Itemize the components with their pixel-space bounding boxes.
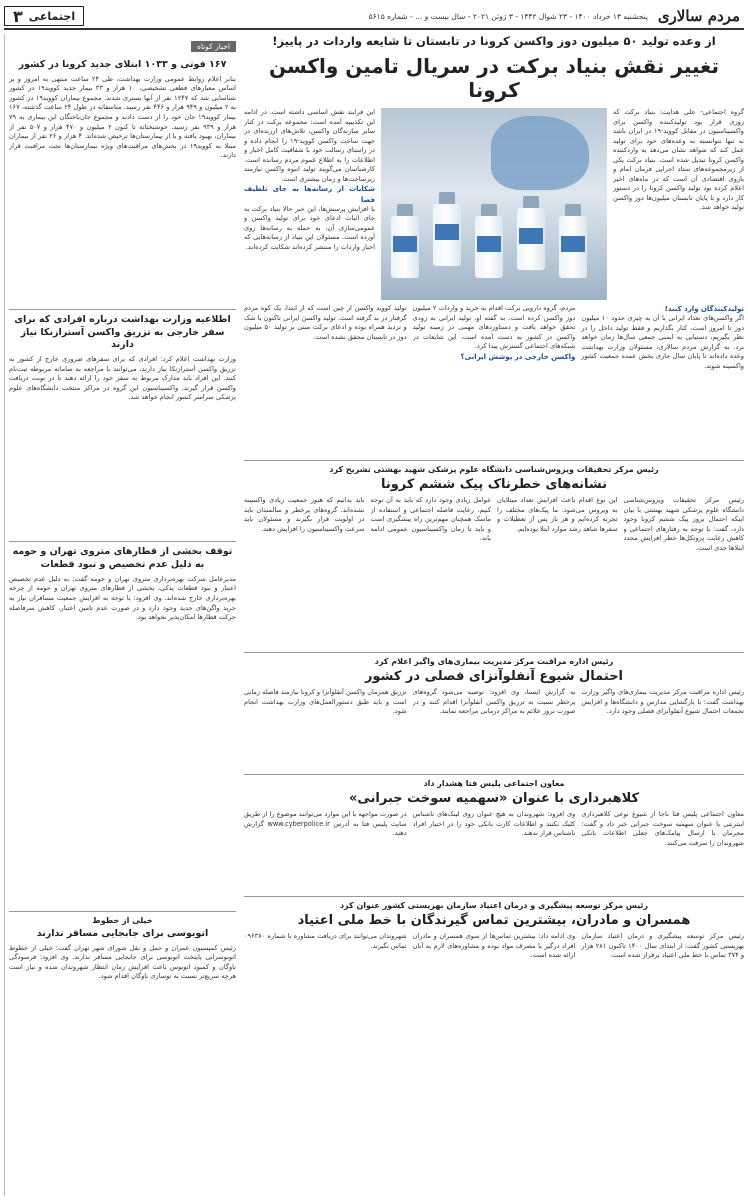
- lead-column-1: گروه اجتماعی- علی هدایت: بنیاد برکت که روزی قرار بود تولیدکننده واکسن برای واکسیناسیون در مقابل کووید-۱۹ در ایران باشد نه تنها نتوانسته به وعده‌های خود برای تولید عمل کند که شواهد نشان می‌دهد به واردکننده واکسن کرونا تبدیل شده است. بنیاد برکت یکی از زیرمجموعه‌های ستاد اجرایی فرمان امام و بازوی اقتصادی آن است که در ماه‌های اخیر اعلام کرده بود تولید واکسن کرونا را در دستور کار دارد و تا پایان تابستان میلیون‌ها دوز واکسن تولید خواهد شد.: [613, 108, 744, 212]
- lead-column-5-text: اگر واکسن‌های تعداد ایرانی با آن به چیزی حدود ۱۰ میلیون دوز تا امروز است، کنار بگذاریم و فقط تولید داخل را در نظر بگیریم، دستیابی به ایمنی جمعی سال‌ها زمان خواهد برد. به گزارش مردم سالاری، مسئولان وزارت بهداشت وعده داده‌اند تا پایان سال جاری بخش عمده جمعیت کشور واکسینه شوند.: [581, 314, 744, 370]
- story5-title: همسران و مادران، بیشترین تماس گیرندگان با خط ملی اعتیاد: [297, 913, 691, 928]
- lead-subhead-1: واکسن خارجی در پوشش ایرانی؟: [460, 352, 576, 361]
- lead-column-3: [413, 304, 576, 454]
- story2-column-3: عوامل زیادی وجود دارد که باید به آن توجه کنیم. رعایت فاصله اجتماعی و استفاده از ماسک همچنان مهم‌ترین راه پیشگیری است و باید تا زمان واکسیناسیون عمومی ادامه یابد.: [370, 496, 491, 543]
- side-story1-body: بنابر اعلام روابط عمومی وزارت بهداشت، طی ۲۴ ساعت منتهی به امروز و بر اساس معیارهای قطعی تشخیصی، ۱۰ هزار و ۳۳ بیمار جدید کووید۱۹ در کشور شناسایی شد که ۱۲۴۷ نفر از آنها بستری شدند. مجموع بیماران کووید۱۹ در کشور به ۲ میلیون و ۹۴۹ هزار و ۴۴۶ نفر رسید. متاسفانه در طول ۲۴ ساعت گذشته، ۱۶۷ بیمار کووید۱۹ جان خود را از دست دادند و مجموع جان‌باختگان این بیماری به ۷۹ هزار و ۹۳۹ نفر رسید. خوشبختانه تا کنون ۲ میلیون و ۴۷۰ هزار و ۵۰۷ نفر از بیماران، بهبود یافته و یا از بیمارستان‌ها ترخیص شده‌اند. ۴ هزار و ۲۶ نفر از بیماران مبتلا به کووید۱۹ در بخش‌های مراقبت‌های ویژه بیمارستان‌ها تحت مراقبت قرار دارند.: [9, 74, 236, 160]
- section-label: [4, 6, 84, 26]
- lead-bottom-row: [244, 304, 744, 454]
- story-fuel-fraud: [244, 774, 744, 890]
- lead-column-2: [244, 108, 375, 300]
- story2-columns: [244, 496, 744, 646]
- side-story2-title: اطلاعیه وزارت بهداشت درباره افرادی که برای سفر خارجی به تزریق واکسن آسترازنکا نیاز دارند: [14, 313, 231, 351]
- issue-line: پنجشنبه ۱۳ خرداد ۱۴۰۰ - ۲۳ شوال ۱۴۴۲ - ۳ ژوئن ۲۰۲۱ - سال بیست و ... - شماره ۵۶۱۵: [368, 11, 648, 21]
- story2-kicker: رئیس مرکز تحقیقات ویروس‌شناسی دانشگاه علوم پزشکی شهید بهشتی تشریح کرد: [329, 465, 659, 474]
- side-story4-body: رئیس کمیسیون عمران و حمل و نقل شورای شهر تهران گفت: خیلی از خطوط اتوبوسرانی پایتخت اتوبوسی برای جابجایی مسافر ندارند. وی افزود: فرسودگی ناوگان و کمبود اتوبوس باعث افزایش زمان انتظار شهروندان شده و نیاز است هرچه سریع‌تر نسبت به نوسازی ناوگان اقدام شود.: [9, 943, 236, 981]
- divider: [9, 911, 236, 912]
- story5-columns: [244, 932, 744, 1002]
- side-story4-kicker: خیلی از خطوط: [92, 915, 153, 925]
- story4-column-3: در صورت مواجهه با این موارد می‌توانند موضوع را از طریق سایت پلیس فتا به آدرس www.cyberpolice.ir گزارش دهند.: [243, 810, 407, 838]
- side-story3-body: مدیرعامل شرکت بهره‌برداری متروی تهران و حومه گفت: به دلیل عدم تخصیص اعتبار و نبود قطعات یدکی، بخشی از قطارهای متروی تهران و حومه از چرخه بهره‌برداری خارج شده‌اند. وی افزود: با توجه به افزایش جمعیت مسافران نیاز به خرید واگن‌های جدید وجود دارد و در صورت عدم تامین اعتبار، کاهش سرفاصله حرکت قطارها امکان‌پذیر نخواهد بود.: [9, 574, 236, 622]
- lead-column-3-text: مردم، گروه دارویی برکت اقدام به خرید و واردات ۲ میلیون دوز واکسن کرده است. به گفته او، تولید ایرانی به زودی تحقق خواهد یافت و دستاوردهای مهمی در زمینه تولید واکسن در کشور به دست آمده است. این شایعات در شبکه‌های اجتماعی گسترش پیدا کرد.: [412, 304, 576, 351]
- side-story1-title: ۱۶۷ فوتی و ۱۰۳۳ ابتلای جدید کرونا در کشور: [18, 59, 227, 70]
- story4-column-2: وی افزود: شهروندان به هیچ عنوان روی لینک‌های ناشناس کلیک نکنند و اطلاعات کارت بانکی خود را در اختیار افراد ناشناس قرار ندهند.: [412, 810, 576, 838]
- newspaper-brand: مردم سالاری: [657, 7, 740, 25]
- story2-title: نشانه‌های خطرناک پیک ششم کرونا: [380, 477, 608, 492]
- story4-kicker: معاون اجتماعی پلیس فتا هشدار داد: [423, 779, 565, 788]
- story3-kicker: رئیس اداره مراقبت مرکز مدیریت بیماری‌های واگیر اعلام کرد: [374, 657, 614, 666]
- story3-column-2: به گزارش ایسنا، وی افزود: توصیه می‌شود گروه‌های پرخطر نسبت به تزریق واکسن آنفلوآنزا اقدام کنند و در صورت بروز علائم به مراکز درمانی مراجعه نمایند.: [412, 688, 576, 716]
- vaccine-vial: [517, 208, 545, 270]
- side-story3-title: توقف بخشی از قطارهای متروی تهران و حومه به دلیل عدم تخصیص و نبود قطعات: [12, 546, 233, 571]
- story2-column-4: باید بدانیم که هنوز جمعیت زیادی واکسینه نشده‌اند. گروه‌های پرخطر و سالمندان باید در اولویت قرار بگیرند و مسئولان باید سرعت واکسیناسیون را افزایش دهند.: [244, 496, 365, 533]
- section-name: اجتماعی: [28, 9, 76, 23]
- story5-kicker: رئیس مرکز توسعه پیشگیری و درمان اعتیاد سازمان بهزیستی کشور عنوان کرد: [339, 901, 649, 910]
- lead-column-5: [581, 304, 744, 454]
- vaccine-vial: [391, 216, 419, 278]
- lead-column-2-text: این فرایند نقش اساسی داشته است. در ادامه این تکذیبیه آمده است: مجموعه برکت در کنار سایر سازندگان واکسن، تلاش‌های ارزنده‌ای در جهت ساخت واکسن کووید-۱۹ را انجام داده و در راستای رسالت خود با شفافیت کامل اخبار و اطلاعات را به اطلاع عموم مردم رسانده است. کارشناسان می‌گویند تولید انبوه واکسن نیازمند زیرساخت‌ها و زمان بیشتری است.: [244, 108, 375, 183]
- divider: [9, 309, 236, 310]
- story4-columns: [244, 810, 744, 890]
- story4-column-1: معاون اجتماعی پلیس فتا ناجا از شیوع نوعی کلاهبرداری اینترنتی با عنوان سهمیه سوخت جبرانی خبر داد و گفت: مجرمان با ارسال پیامک‌های جعلی اطلاعات بانکی شهروندان را سرقت می‌کنند.: [581, 810, 744, 847]
- side-section-tag: اخبار کوتاه: [191, 41, 236, 52]
- story5-column-3: شهروندان می‌توانند برای دریافت مشاوره با شماره ۰۹۶۳۸۰ تماس بگیرند.: [243, 932, 407, 950]
- story3-columns: [244, 688, 744, 768]
- story-addiction-hotline: [244, 896, 744, 1002]
- lead-top-row: [244, 108, 744, 300]
- story3-title: احتمال شیوع آنفلوآنزای فصلی در کشور: [364, 669, 624, 684]
- story-influenza: [244, 652, 744, 768]
- vaccine-vial: [475, 216, 503, 278]
- story3-column-3: تزریق همزمان واکسن آنفلوآنزا و کرونا نیازمند فاصله زمانی است و باید طبق دستورالعمل‌های وزارت بهداشت انجام شود.: [243, 688, 407, 716]
- lead-column-4: تولید کووید واکسن از چین است که از ابتدا، یک کوه مردم گرفتار در بد گرفته است. تولید واکسن ایرانی تاکنون با شک و تردید همراه بوده و ادعای برکت مبنی بر تولید ۵۰ میلیون دوز در تابستان محقق نشده است.: [243, 304, 407, 341]
- side-column: [4, 34, 236, 1196]
- lead-subhead-3: شکایات از رسانه‌ها به جای تلطیف فضا: [244, 185, 375, 204]
- vaccine-vials-photo: [381, 108, 607, 300]
- story-sixth-peak: [244, 460, 744, 646]
- side-story4-title: اتوبوسی برای جابجایی مسافر ندارند: [36, 927, 209, 939]
- story5-column-2: وی ادامه داد: بیشترین تماس‌ها از سوی همسران و مادران افراد درگیر با مصرف مواد بوده و مشاوره‌های لازم به آنان ارائه شده است.: [412, 932, 576, 960]
- story2-column-2: این نوع اقدام باعث افزایش تعداد مبتلایان به ویروس می‌شود. ما پیک‌های مختلف را تجربه کرده‌ایم و هر بار پس از تعطیلات و سفرها شاهد رشد موارد ابتلا بوده‌ایم.: [497, 496, 618, 533]
- main-column: [244, 34, 744, 1196]
- vaccine-vial: [433, 204, 461, 266]
- side-story2-body: وزارت بهداشت اعلام کرد: افرادی که برای سفرهای ضروری خارج از کشور به تزریق واکسن آسترازنکا نیاز دارند، می‌توانند با مراجعه به سامانه مربوطه ثبت‌نام کنند. این افراد باید مدارک مربوط به سفر خود را ارائه دهند تا در نوبت دریافت واکسن قرار گیرند. واکسیناسیون این گروه در مراکز منتخب دانشگاه‌های علوم پزشکی سراسر کشور انجام خواهد شد.: [9, 355, 236, 402]
- divider: [9, 541, 236, 542]
- story3-column-1: رئیس اداره مراقبت مرکز مدیریت بیماری‌های واگیر وزارت بهداشت گفت: با بازگشایی مدارس و دانشگاه‌ها و افزایش تجمعات احتمال شیوع آنفلوآنزای فصلی وجود دارد.: [581, 688, 744, 716]
- lead-kicker: از وعده تولید ۵۰ میلیون دوز واکسن کرونا در تابستان تا شایعه واردات در پاییز!: [272, 34, 716, 48]
- page-number: ۳: [13, 6, 23, 26]
- lead-subhead-2: تولیدکنندگان وارد کنند!: [664, 305, 744, 313]
- gloved-hand-shape: [491, 116, 589, 190]
- story4-title: کلاهبرداری با عنوان «سهمیه سوخت جبرانی»: [348, 791, 640, 806]
- lead-headline: تغییر نقش بنیاد برکت در سریال تامین واکسن کرونا: [269, 54, 719, 102]
- story2-column-1: رئیس مرکز تحقیقات ویروس‌شناسی دانشگاه علوم پزشکی شهید بهشتی با بیان اینکه احتمال بروز پیک ششم کرونا وجود دارد، گفت: با توجه به رفتارهای اجتماعی و کاهش رعایت پروتکل‌ها خطر افزایش مجدد ابتلاها جدی است.: [623, 496, 744, 552]
- story5-column-1: رئیس مرکز توسعه پیشگیری و درمان اعتیاد سازمان بهزیستی کشور گفت: از ابتدای سال ۱۴۰۰ تاکنون ۲۸۱ هزار و ۳۷۴ تماس با خط ملی اعتیاد برقرار شده است.: [581, 932, 744, 960]
- masthead: [4, 4, 744, 30]
- vaccine-vial: [559, 216, 587, 278]
- lead-column-6-text: با افزایش پرسش‌ها، این خبر حالا بنیاد برکت به جای اثبات ادعای خود برای تولید واکسن و عمومی‌سازی آن، به حمله به رسانه‌ها روی آورده است. مسئولان این بنیاد از رسانه‌هایی که اخبار واردات را منتشر کرده‌اند شکایت کرده‌اند.: [244, 204, 375, 251]
